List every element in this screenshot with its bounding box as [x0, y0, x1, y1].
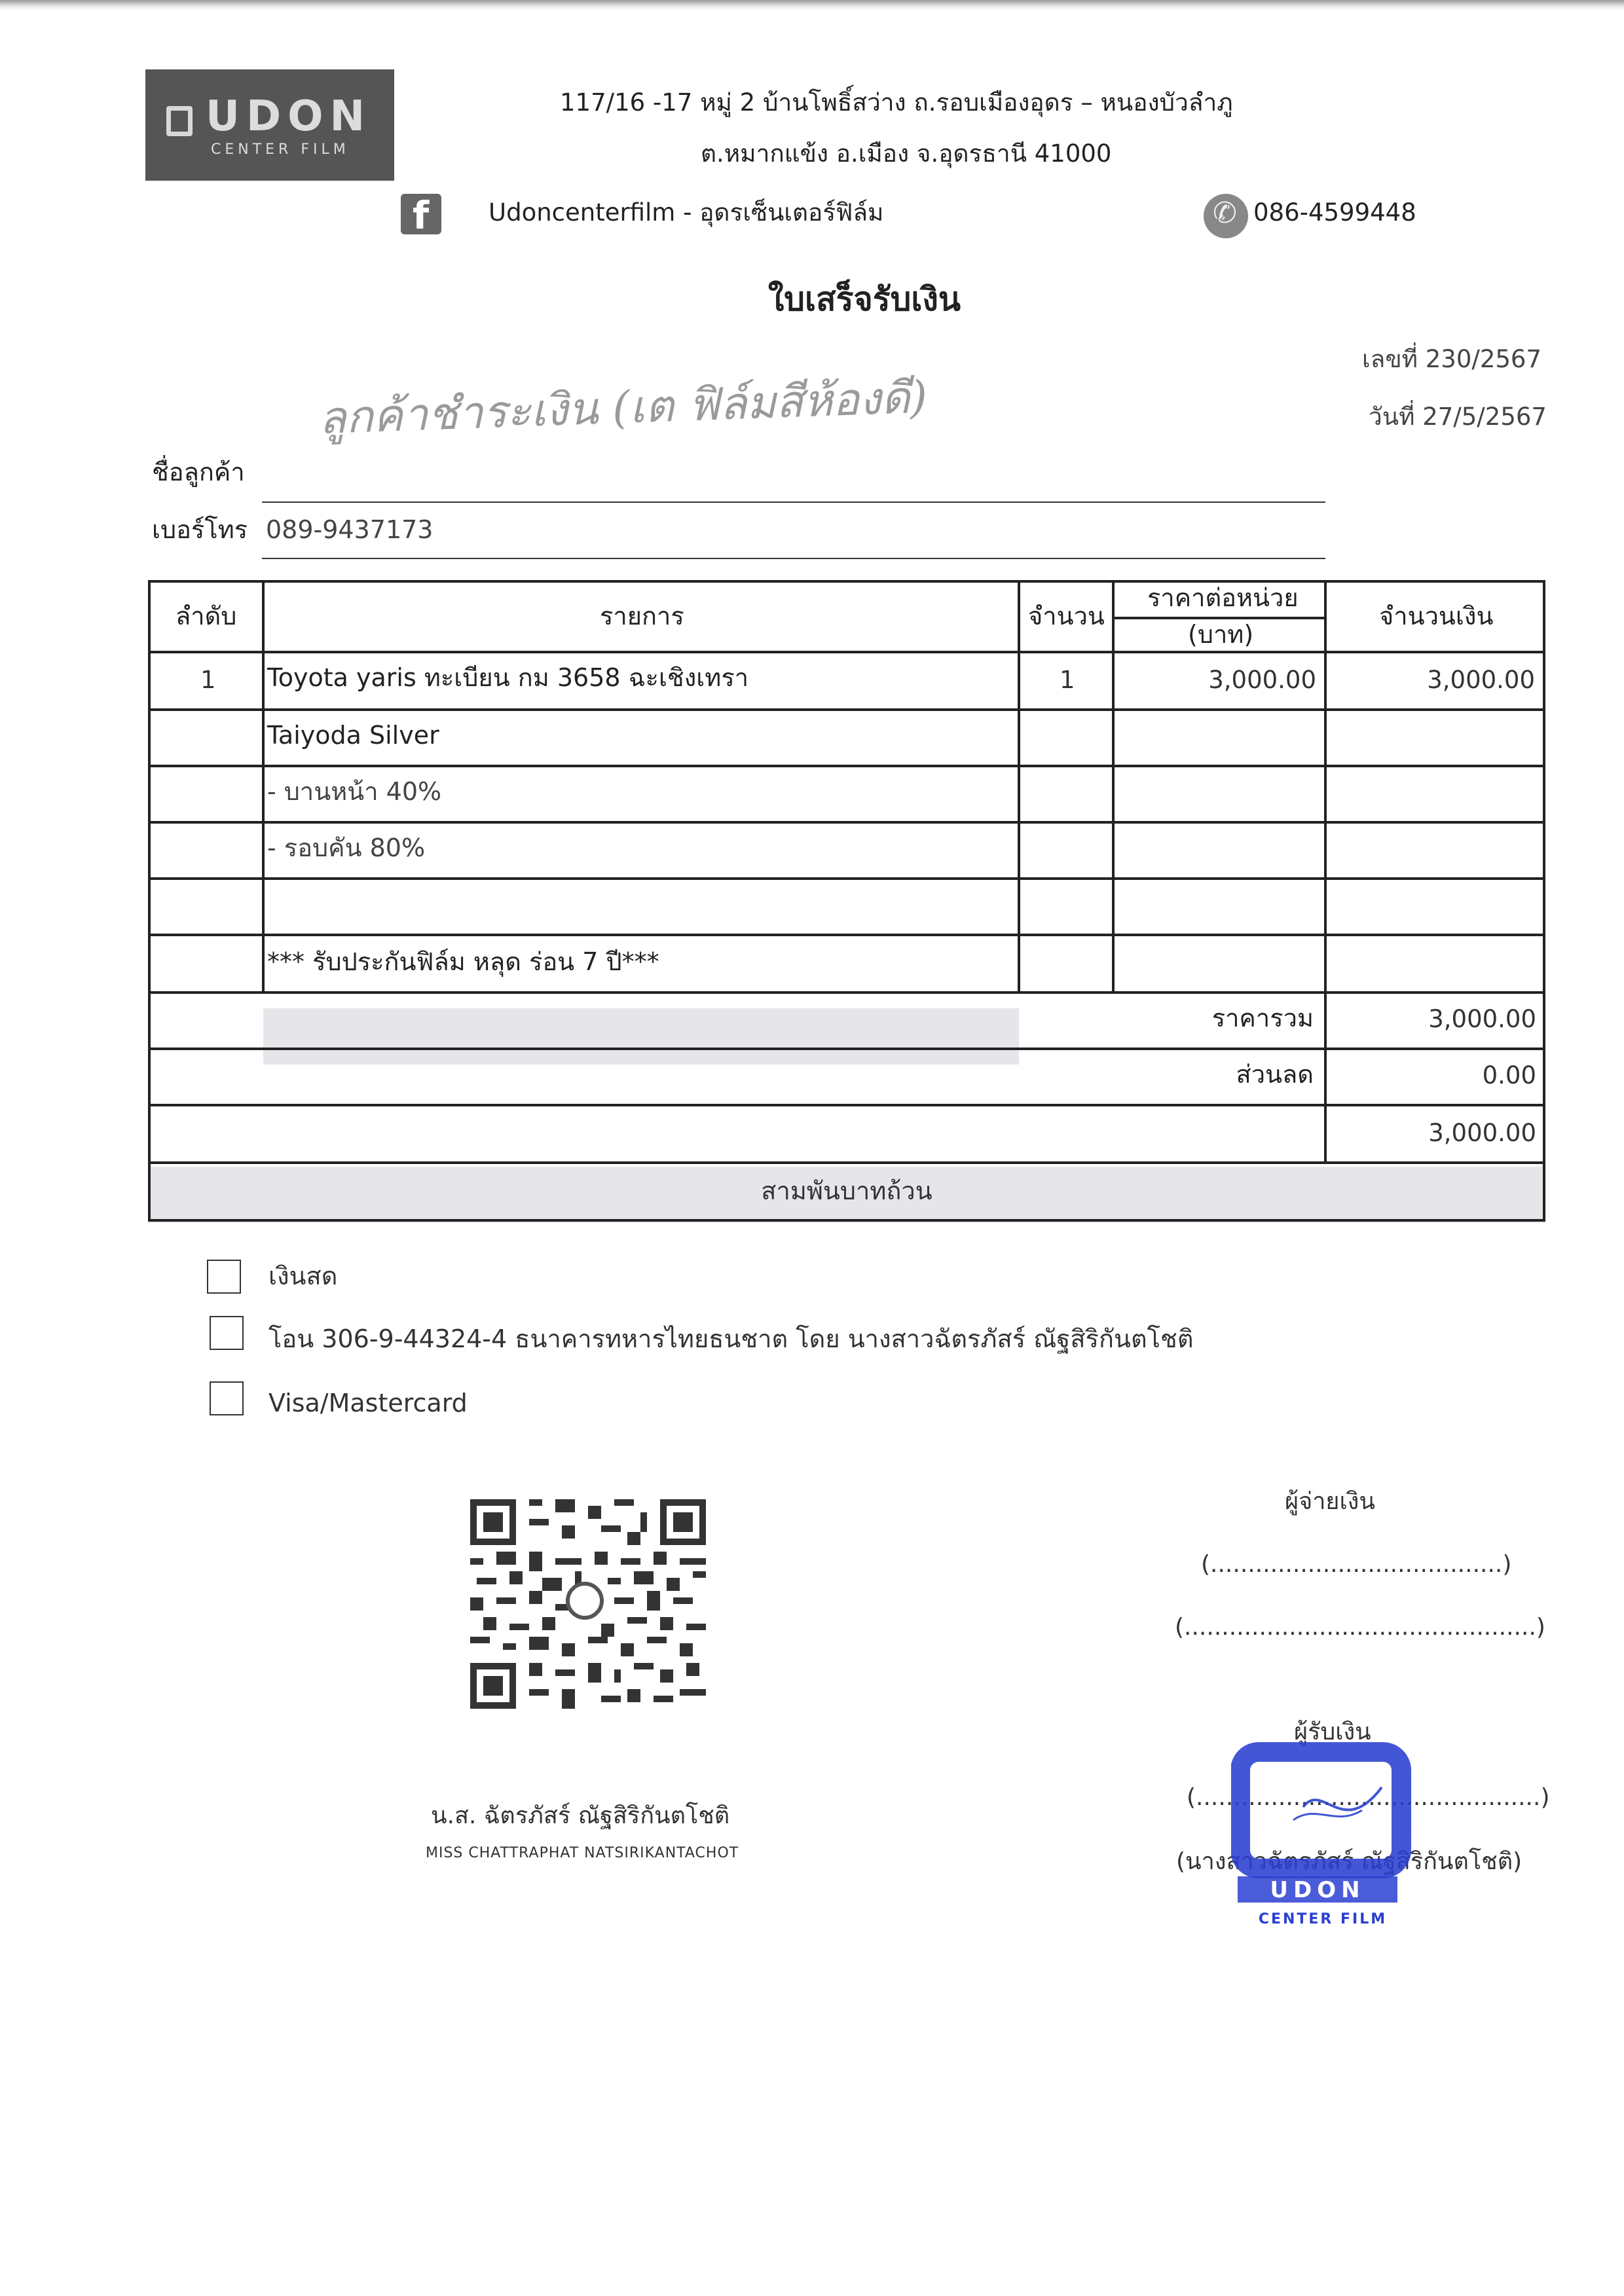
transfer-label: โอน 306-9-44324-4 ธนาคารทหารไทยธนชาต โดย นางสาวฉัตรภัสร์ ณัฐสิริกันตโชติ: [268, 1324, 1194, 1353]
receiver-name: (นางสาวฉัตรภัสร์ ณัฐสิริกันตโชติ): [1176, 1848, 1522, 1875]
facebook-icon: f: [401, 194, 441, 234]
receipt-date: วันที่ 27/5/2567: [1369, 403, 1547, 431]
phone-icon: ✆: [1204, 194, 1248, 238]
header-no: ลำดับ: [175, 602, 237, 630]
payer-line-1: (.......................................): [1201, 1551, 1512, 1578]
owner-name-en: MISS CHATTRAPHAT NATSIRIKANTACHOT: [426, 1845, 739, 1861]
warranty-shade: [263, 1008, 1019, 1065]
discount-label: ส่วนลด: [1236, 1060, 1314, 1089]
customer-name-underline: [262, 501, 1325, 503]
customer-phone-label: เบอร์โทร: [152, 515, 248, 544]
customer-phone-value: 089-9437173: [266, 515, 434, 544]
payer-label: ผู้จ่ายเงิน: [1285, 1488, 1375, 1515]
company-phone: 086-4599448: [1253, 198, 1416, 227]
items-table: [148, 580, 1545, 1223]
address-line-1: 117/16 -17 หมู่ 2 บ้านโพธิ์สว่าง ถ.รอบเมืองอุดร – หนองบัวลำภู: [560, 88, 1233, 117]
logo-text: UDON: [206, 92, 372, 141]
row-2-item: Taiyoda Silver: [267, 721, 439, 750]
header-qty: จำนวน: [1028, 602, 1105, 630]
amount-in-words: สามพันบาทถ้วน: [761, 1176, 932, 1205]
owner-name-th: น.ส. ฉัตรภัสร์ ณัฐสิริกันตโชติ: [431, 1802, 730, 1829]
logo-mark-icon: [166, 106, 193, 136]
company-logo: [145, 69, 394, 181]
header-amount: จำนวนเงิน: [1379, 602, 1494, 630]
subtotal-value: 3,000.00: [1428, 1005, 1536, 1033]
card-label: Visa/Mastercard: [268, 1389, 468, 1417]
row-6-item: *** รับประกันฟิล์ม หลุด ร่อน 7 ปี***: [267, 947, 659, 976]
payer-line-2: (...............................................): [1175, 1614, 1545, 1641]
qr-code: [470, 1499, 706, 1709]
discount-value: 0.00: [1482, 1061, 1536, 1089]
company-stamp: [1231, 1741, 1414, 1931]
row-1-qty: 1: [1060, 666, 1075, 694]
row-4-item: - รอบคัน 80%: [267, 833, 426, 862]
svg-text:UDON: UDON: [1270, 1877, 1365, 1903]
document-title: ใบเสร็จรับเงิน: [767, 280, 961, 318]
svg-text:CENTER FILM: CENTER FILM: [1258, 1911, 1388, 1927]
subtotal-label: ราคารวม: [1211, 1004, 1314, 1032]
receiver-line: (..............................................): [1187, 1784, 1550, 1811]
header-unit-price: ราคาต่อหน่วย: [1147, 583, 1299, 612]
header-item: รายการ: [600, 602, 684, 630]
cash-checkbox[interactable]: [207, 1260, 241, 1294]
transfer-checkbox[interactable]: [210, 1316, 244, 1350]
card-checkbox[interactable]: [210, 1381, 244, 1415]
row-1-amount: 3,000.00: [1427, 666, 1535, 694]
receiver-label: ผู้รับเงิน: [1294, 1719, 1371, 1745]
address-line-2: ต.หมากแข้ง อ.เมือง จ.อุดรธานี 41000: [701, 139, 1112, 168]
row-3-item: - บานหน้า 40%: [267, 777, 442, 806]
total-value: 3,000.00: [1428, 1119, 1536, 1147]
header-unit-price-sub: (บาท): [1188, 620, 1254, 649]
facebook-name: Udoncenterfilm - อุดรเซ็นเตอร์ฟิล์ม: [489, 198, 884, 227]
row-1-item: Toyota yaris ทะเบียน กม 3658 ฉะเชิงเทรา: [267, 663, 749, 692]
receipt-number: เลขที่ 230/2567: [1362, 345, 1542, 373]
logo-subtext: CENTER FILM: [211, 141, 350, 158]
cash-label: เงินสด: [268, 1262, 338, 1290]
customer-name-label: ชื่อลูกค้า: [152, 458, 245, 486]
scan-edge: [0, 0, 1624, 10]
customer-name-handwritten: ลูกค้าชำระเงิน (เต ฟิล์มสีห้องดี): [318, 371, 929, 445]
customer-phone-underline: [262, 558, 1325, 559]
row-1-unit-price: 3,000.00: [1208, 666, 1316, 694]
row-1-no: 1: [200, 666, 216, 694]
